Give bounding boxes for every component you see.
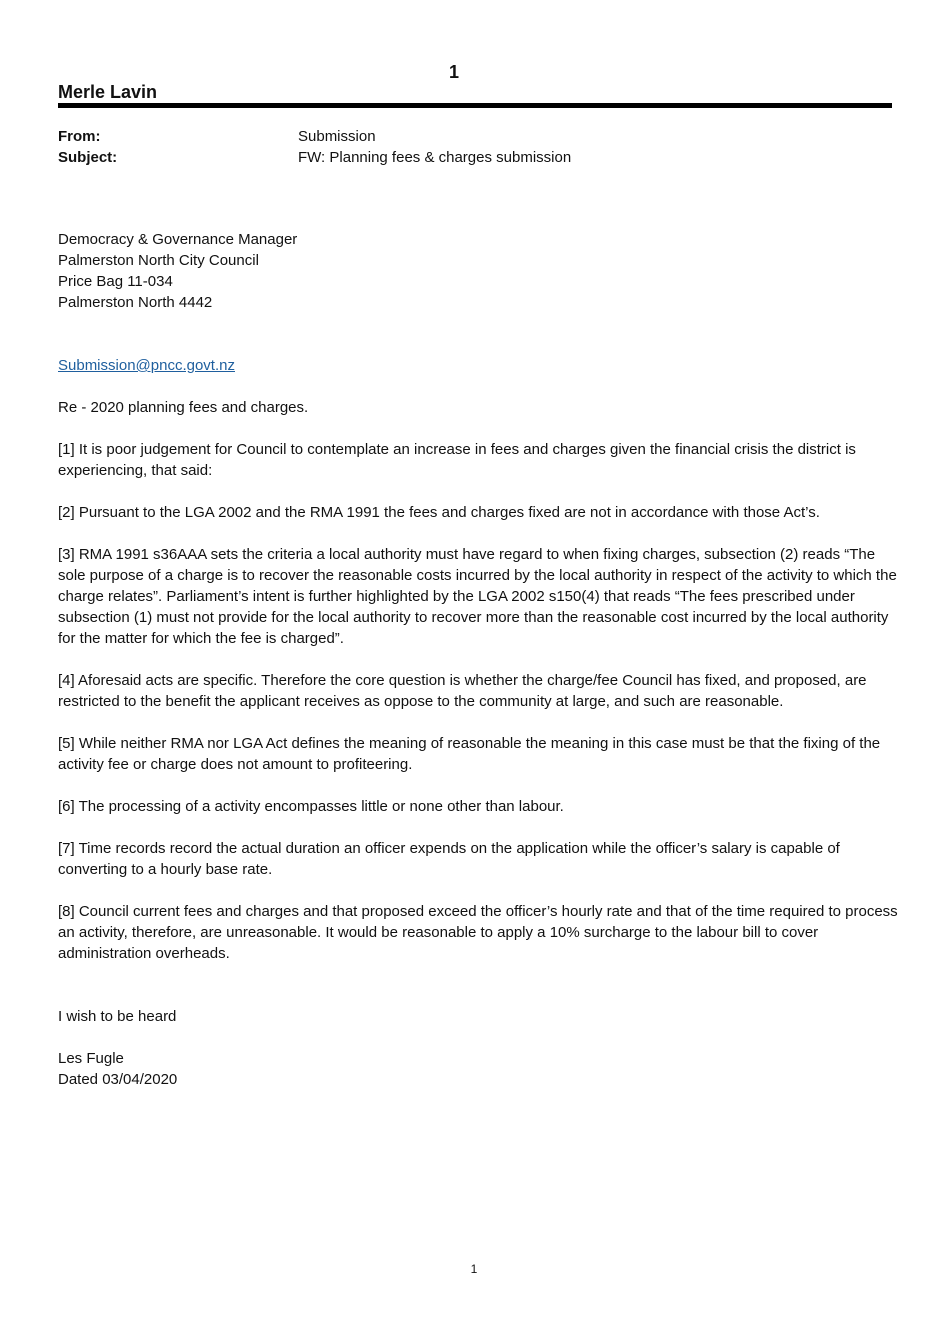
email-meta bbox=[58, 126, 571, 168]
paragraph-1: [1] It is poor judgement for Council to contemplate an increase in fees and charges given the financial crisis the district is experiencing, that said: bbox=[58, 441, 856, 479]
paragraph-5: [5] While neither RMA nor LGA Act defines the meaning of reasonable the meaning in this case must be that the fixing of the activity fee or charge does not amount to profiteering. bbox=[58, 735, 881, 773]
paragraph-6: [6] The processing of a activity encompasses little or none other than labour. bbox=[58, 798, 564, 815]
letter-body bbox=[58, 229, 898, 1090]
from-label: From: bbox=[58, 128, 101, 145]
address-line: Democracy & Governance Manager bbox=[58, 231, 298, 248]
from-row bbox=[58, 126, 571, 147]
subject-label: Subject: bbox=[58, 149, 118, 166]
recipient-address bbox=[58, 229, 898, 313]
page-number-top: 1 bbox=[448, 62, 459, 82]
address-line: Price Bag 11-034 bbox=[58, 273, 173, 290]
from-value: Submission bbox=[298, 128, 376, 145]
signature-name: Les Fugle bbox=[58, 1050, 124, 1067]
subject-value: FW: Planning fees & charges submission bbox=[298, 149, 572, 166]
paragraph-4: [4] Aforesaid acts are specific. Therefore the core question is whether the charge/fee Council has fixed, and proposed, are restricted to the benefit the applicant receives as oppose to the community at large, and such are reasonable. bbox=[58, 672, 867, 710]
re-line: Re - 2020 planning fees and charges. bbox=[58, 399, 309, 416]
header-divider bbox=[58, 103, 892, 108]
subject-row bbox=[58, 147, 571, 168]
paragraph-7: [7] Time records record the actual duration an officer expends on the application while the officer’s salary is capable of converting to a hourly base rate. bbox=[58, 840, 840, 878]
paragraph-8: [8] Council current fees and charges and that proposed exceed the officer’s hourly rate and that of the time required to process an activity, therefore, are unreasonable. It would be reasonable to apply a 10% surcharge to the labour bill to cover administration overheads. bbox=[58, 903, 898, 962]
sender-name: Merle Lavin bbox=[58, 82, 158, 102]
address-line: Palmerston North 4442 bbox=[58, 294, 213, 311]
page-number-bottom: 1 bbox=[470, 1262, 478, 1276]
email-link[interactable]: Submission@pncc.govt.nz bbox=[58, 357, 235, 374]
paragraph-2: [2] Pursuant to the LGA 2002 and the RMA 1991 the fees and charges fixed are not in accordance with those Act’s. bbox=[58, 504, 820, 521]
heard-statement: I wish to be heard bbox=[58, 1008, 177, 1025]
address-line: Palmerston North City Council bbox=[58, 252, 259, 269]
signature-date: Dated 03/04/2020 bbox=[58, 1071, 178, 1088]
paragraph-3: [3] RMA 1991 s36AAA sets the criteria a local authority must have regard to when fixing charges, subsection (2) reads “The sole purpose of a charge is to recover the reasonable costs incurred by the local authority in respect of the activity to which the charge relates”. Parliament’s intent is further highlighted by the LGA 2002 s150(4) that reads “The fees prescribed under subsection (1) must not provide for the local authority to recover more than the reasonable cost incurred by the local authority for the matter for which the fee is charged”. bbox=[58, 546, 897, 647]
